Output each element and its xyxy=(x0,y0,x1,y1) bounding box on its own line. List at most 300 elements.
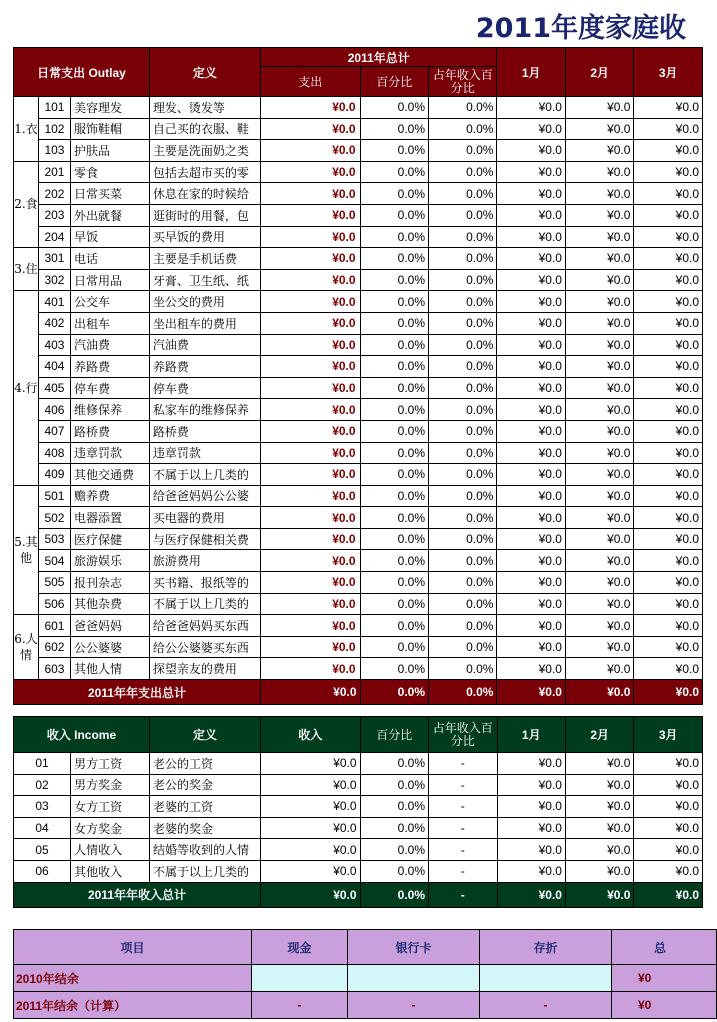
mar-cell[interactable]: ¥0.0 xyxy=(634,593,703,615)
item-code: 409 xyxy=(38,464,70,486)
mar-cell[interactable]: ¥0.0 xyxy=(634,97,703,119)
expense-total-percent: 0.0% xyxy=(360,680,428,705)
item-name[interactable]: 公交车 xyxy=(71,291,150,313)
item-code: 601 xyxy=(38,615,70,637)
table-row xyxy=(14,572,703,594)
pct-income-cell: 0.0% xyxy=(429,636,497,658)
item-definition[interactable]: 逛街时的用餐，包 xyxy=(149,204,260,226)
percent-cell: 0.0% xyxy=(360,97,428,119)
item-definition[interactable]: 汽油费 xyxy=(149,334,260,356)
item-definition[interactable]: 坐公交的费用 xyxy=(149,291,260,313)
mar-cell[interactable]: ¥0.0 xyxy=(634,442,703,464)
item-definition[interactable]: 包括去超市买的零 xyxy=(149,161,260,183)
pct-income-cell: 0.0% xyxy=(429,528,497,550)
item-definition[interactable]: 给公公婆婆买东西 xyxy=(149,636,260,658)
spend-cell: ¥0.0 xyxy=(260,183,360,205)
jan-cell[interactable]: ¥0.0 xyxy=(497,550,565,572)
item-name[interactable]: 旅游娱乐 xyxy=(71,550,150,572)
percent-cell: 0.0% xyxy=(360,399,428,421)
jan-cell[interactable]: ¥0.0 xyxy=(497,636,565,658)
income-cell: ¥0.0 xyxy=(260,753,360,775)
item-name[interactable]: 医疗保健 xyxy=(71,528,150,550)
item-name[interactable]: 其他杂费 xyxy=(71,593,150,615)
jan-cell[interactable]: ¥0.0 xyxy=(497,528,565,550)
jan-cell[interactable]: ¥0.0 xyxy=(497,226,565,248)
jan-cell[interactable]: ¥0.0 xyxy=(497,507,565,529)
percent-cell: 0.0% xyxy=(360,839,428,861)
mar-cell[interactable]: ¥0.0 xyxy=(634,161,703,183)
item-code: 102 xyxy=(38,118,70,140)
percent-cell: 0.0% xyxy=(360,377,428,399)
pct-income-cell: 0.0% xyxy=(429,658,497,680)
table-row xyxy=(14,118,703,140)
feb-cell[interactable]: ¥0.0 xyxy=(565,334,633,356)
feb-cell[interactable]: ¥0.0 xyxy=(565,140,633,162)
pct-income-cell: 0.0% xyxy=(429,97,497,119)
income-total-label: 2011年年收入总计 xyxy=(14,882,261,907)
category-label: 6.人情 xyxy=(14,615,39,680)
balance-cash-input[interactable] xyxy=(252,965,348,992)
item-code: 502 xyxy=(38,507,70,529)
table-row xyxy=(14,356,703,378)
item-definition[interactable]: 停车费 xyxy=(149,377,260,399)
income-header-pct-income: 占年收入百分比 xyxy=(429,717,497,753)
jan-cell[interactable]: ¥0.0 xyxy=(497,312,565,334)
percent-cell: 0.0% xyxy=(360,183,428,205)
item-name[interactable]: 停车费 xyxy=(71,377,150,399)
pct-income-cell: 0.0% xyxy=(429,118,497,140)
income-header-feb: 2月 xyxy=(565,717,633,753)
item-definition[interactable]: 路桥费 xyxy=(149,420,260,442)
item-code: 505 xyxy=(38,572,70,594)
percent-cell: 0.0% xyxy=(360,204,428,226)
expense-header-mar: 3月 xyxy=(634,48,703,97)
balance-deposit-input[interactable] xyxy=(480,965,612,992)
feb-cell[interactable]: ¥0.0 xyxy=(565,356,633,378)
feb-cell[interactable]: ¥0.0 xyxy=(565,312,633,334)
income-cell: ¥0.0 xyxy=(260,839,360,861)
table-row xyxy=(14,464,703,486)
mar-cell[interactable]: ¥0.0 xyxy=(634,550,703,572)
item-definition[interactable]: 违章罚款 xyxy=(149,442,260,464)
percent-cell: 0.0% xyxy=(360,615,428,637)
pct-income-cell: 0.0% xyxy=(429,550,497,572)
feb-cell[interactable]: ¥0.0 xyxy=(565,377,633,399)
spend-cell: ¥0.0 xyxy=(260,485,360,507)
item-name[interactable]: 日常买菜 xyxy=(71,183,150,205)
item-name[interactable]: 报刊杂志 xyxy=(71,572,150,594)
item-code: 503 xyxy=(38,528,70,550)
item-definition[interactable]: 休息在家的时候给 xyxy=(149,183,260,205)
item-code: 06 xyxy=(14,860,71,882)
jan-cell[interactable]: ¥0.0 xyxy=(497,420,565,442)
feb-cell[interactable]: ¥0.0 xyxy=(565,291,633,313)
item-name[interactable]: 美容理发 xyxy=(71,97,150,119)
income-header-definition: 定义 xyxy=(149,717,260,753)
feb-cell[interactable]: ¥0.0 xyxy=(565,226,633,248)
item-code: 407 xyxy=(38,420,70,442)
mar-cell[interactable]: ¥0.0 xyxy=(634,140,703,162)
mar-cell[interactable]: ¥0.0 xyxy=(634,860,703,882)
item-name[interactable]: 男方工资 xyxy=(71,753,150,775)
jan-cell[interactable]: ¥0.0 xyxy=(497,860,565,882)
income-header-income: 收入 xyxy=(260,717,360,753)
percent-cell: 0.0% xyxy=(360,161,428,183)
income-header-percent: 百分比 xyxy=(360,717,428,753)
pct-income-cell: 0.0% xyxy=(429,183,497,205)
item-definition[interactable]: 理发、烫发等 xyxy=(149,97,260,119)
jan-cell[interactable]: ¥0.0 xyxy=(497,291,565,313)
mar-cell[interactable]: ¥0.0 xyxy=(634,248,703,270)
item-name[interactable]: 公公婆婆 xyxy=(71,636,150,658)
expense-header-year-total: 2011年总计 xyxy=(260,48,497,67)
table-row xyxy=(14,593,703,615)
percent-cell: 0.0% xyxy=(360,572,428,594)
balance-section xyxy=(13,929,682,1019)
jan-cell[interactable]: ¥0.0 xyxy=(497,377,565,399)
item-name[interactable]: 人情收入 xyxy=(71,839,150,861)
feb-cell[interactable]: ¥0.0 xyxy=(565,161,633,183)
jan-cell[interactable]: ¥0.0 xyxy=(497,248,565,270)
feb-cell[interactable]: ¥0.0 xyxy=(565,204,633,226)
item-name[interactable]: 其他收入 xyxy=(71,860,150,882)
feb-cell[interactable]: ¥0.0 xyxy=(565,507,633,529)
table-row xyxy=(14,753,703,775)
balance-header-bank-card: 银行卡 xyxy=(348,930,480,965)
item-definition[interactable]: 探望亲友的费用 xyxy=(149,658,260,680)
feb-cell[interactable]: ¥0.0 xyxy=(565,860,633,882)
spend-cell: ¥0.0 xyxy=(260,615,360,637)
income-total-percent: 0.0% xyxy=(360,882,428,907)
table-row xyxy=(14,615,703,637)
feb-cell[interactable]: ¥0.0 xyxy=(565,485,633,507)
balance-total-cell: ¥0 xyxy=(612,965,717,992)
mar-cell[interactable]: ¥0.0 xyxy=(634,572,703,594)
pct-income-cell: 0.0% xyxy=(429,399,497,421)
pct-income-cell: 0.0% xyxy=(429,572,497,594)
mar-cell[interactable]: ¥0.0 xyxy=(634,485,703,507)
spend-cell: ¥0.0 xyxy=(260,420,360,442)
mar-cell[interactable]: ¥0.0 xyxy=(634,796,703,818)
income-total-m3: ¥0.0 xyxy=(634,882,703,907)
jan-cell[interactable]: ¥0.0 xyxy=(497,839,565,861)
jan-cell[interactable]: ¥0.0 xyxy=(497,593,565,615)
percent-cell: 0.0% xyxy=(360,550,428,572)
jan-cell[interactable]: ¥0.0 xyxy=(497,399,565,421)
jan-cell[interactable]: ¥0.0 xyxy=(497,97,565,119)
mar-cell[interactable]: ¥0.0 xyxy=(634,636,703,658)
balance-header-cash: 现金 xyxy=(252,930,348,965)
item-name[interactable]: 护肤品 xyxy=(71,140,150,162)
table-row xyxy=(14,312,703,334)
jan-cell[interactable]: ¥0.0 xyxy=(497,269,565,291)
expense-header-jan: 1月 xyxy=(497,48,565,97)
feb-cell[interactable]: ¥0.0 xyxy=(565,796,633,818)
income-total-m1: ¥0.0 xyxy=(497,882,565,907)
jan-cell[interactable]: ¥0.0 xyxy=(497,161,565,183)
item-name[interactable]: 维修保养 xyxy=(71,399,150,421)
feb-cell[interactable]: ¥0.0 xyxy=(565,774,633,796)
item-name[interactable]: 男方奖金 xyxy=(71,774,150,796)
item-definition[interactable]: 主要是手机话费 xyxy=(149,248,260,270)
jan-cell[interactable]: ¥0.0 xyxy=(497,796,565,818)
item-definition[interactable]: 主要是洗面奶之类 xyxy=(149,140,260,162)
percent-cell: 0.0% xyxy=(360,312,428,334)
feb-cell[interactable]: ¥0.0 xyxy=(565,593,633,615)
item-code: 406 xyxy=(38,399,70,421)
item-definition[interactable]: 老公的奖金 xyxy=(149,774,260,796)
item-name[interactable]: 零食 xyxy=(71,161,150,183)
mar-cell[interactable]: ¥0.0 xyxy=(634,464,703,486)
percent-cell: 0.0% xyxy=(360,528,428,550)
item-name[interactable]: 女方工资 xyxy=(71,796,150,818)
pct-income-cell: - xyxy=(429,839,497,861)
item-name[interactable]: 出租车 xyxy=(71,312,150,334)
mar-cell[interactable]: ¥0.0 xyxy=(634,226,703,248)
item-code: 402 xyxy=(38,312,70,334)
income-header-mar: 3月 xyxy=(634,717,703,753)
feb-cell[interactable]: ¥0.0 xyxy=(565,528,633,550)
income-total-row xyxy=(14,882,703,907)
feb-cell[interactable]: ¥0.0 xyxy=(565,442,633,464)
expense-section xyxy=(13,47,699,705)
mar-cell[interactable]: ¥0.0 xyxy=(634,291,703,313)
mar-cell[interactable]: ¥0.0 xyxy=(634,269,703,291)
feb-cell[interactable]: ¥0.0 xyxy=(565,399,633,421)
balance-total-cell: ¥0 xyxy=(612,992,717,1019)
mar-cell[interactable]: ¥0.0 xyxy=(634,753,703,775)
item-definition[interactable]: 结婚等收到的人情 xyxy=(149,839,260,861)
percent-cell: 0.0% xyxy=(360,658,428,680)
item-code: 408 xyxy=(38,442,70,464)
table-row xyxy=(14,658,703,680)
spend-cell: ¥0.0 xyxy=(260,550,360,572)
item-name[interactable]: 违章罚款 xyxy=(71,442,150,464)
table-row xyxy=(14,248,703,270)
item-code: 103 xyxy=(38,140,70,162)
table-row xyxy=(14,161,703,183)
jan-cell[interactable]: ¥0.0 xyxy=(497,817,565,839)
item-name[interactable]: 养路费 xyxy=(71,356,150,378)
item-definition[interactable]: 老婆的奖金 xyxy=(149,817,260,839)
item-code: 504 xyxy=(38,550,70,572)
feb-cell[interactable]: ¥0.0 xyxy=(565,97,633,119)
category-label: 2.食 xyxy=(14,161,39,247)
spend-cell: ¥0.0 xyxy=(260,140,360,162)
income-table xyxy=(13,716,703,908)
item-name[interactable]: 电器添置 xyxy=(71,507,150,529)
feb-cell[interactable]: ¥0.0 xyxy=(565,572,633,594)
item-code: 506 xyxy=(38,593,70,615)
jan-cell[interactable]: ¥0.0 xyxy=(497,183,565,205)
expense-table xyxy=(13,47,703,705)
item-code: 203 xyxy=(38,204,70,226)
jan-cell[interactable]: ¥0.0 xyxy=(497,442,565,464)
item-definition[interactable]: 给爸爸妈妈买东西 xyxy=(149,615,260,637)
item-code: 04 xyxy=(14,817,71,839)
pct-income-cell: - xyxy=(429,753,497,775)
item-definition[interactable]: 老婆的工资 xyxy=(149,796,260,818)
item-code: 602 xyxy=(38,636,70,658)
item-name[interactable]: 日常用品 xyxy=(71,269,150,291)
item-definition[interactable]: 不属于以上几类的 xyxy=(149,593,260,615)
item-name[interactable]: 早饭 xyxy=(71,226,150,248)
item-definition[interactable]: 与医疗保健相关费 xyxy=(149,528,260,550)
jan-cell[interactable]: ¥0.0 xyxy=(497,140,565,162)
pct-income-cell: 0.0% xyxy=(429,291,497,313)
item-name[interactable]: 爸爸妈妈 xyxy=(71,615,150,637)
balance-bank-card-input[interactable] xyxy=(348,965,480,992)
mar-cell[interactable]: ¥0.0 xyxy=(634,528,703,550)
mar-cell[interactable]: ¥0.0 xyxy=(634,507,703,529)
item-definition[interactable]: 坐出租车的费用 xyxy=(149,312,260,334)
pct-income-cell: 0.0% xyxy=(429,485,497,507)
feb-cell[interactable]: ¥0.0 xyxy=(565,248,633,270)
feb-cell[interactable]: ¥0.0 xyxy=(565,183,633,205)
jan-cell[interactable]: ¥0.0 xyxy=(497,485,565,507)
feb-cell[interactable]: ¥0.0 xyxy=(565,636,633,658)
feb-cell[interactable]: ¥0.0 xyxy=(565,839,633,861)
feb-cell[interactable]: ¥0.0 xyxy=(565,464,633,486)
item-name[interactable]: 服饰鞋帽 xyxy=(71,118,150,140)
mar-cell[interactable]: ¥0.0 xyxy=(634,204,703,226)
sheet-title xyxy=(0,6,686,44)
mar-cell[interactable]: ¥0.0 xyxy=(634,420,703,442)
item-definition[interactable]: 不属于以上几类的 xyxy=(149,860,260,882)
mar-cell[interactable]: ¥0.0 xyxy=(634,118,703,140)
table-row xyxy=(14,860,703,882)
balance-bank-card-cell: - xyxy=(348,992,480,1019)
jan-cell[interactable]: ¥0.0 xyxy=(497,464,565,486)
percent-cell: 0.0% xyxy=(360,507,428,529)
income-header-jan: 1月 xyxy=(497,717,565,753)
jan-cell[interactable]: ¥0.0 xyxy=(497,204,565,226)
mar-cell[interactable]: ¥0.0 xyxy=(634,183,703,205)
table-row xyxy=(14,399,703,421)
mar-cell[interactable]: ¥0.0 xyxy=(634,334,703,356)
percent-cell: 0.0% xyxy=(360,636,428,658)
feb-cell[interactable]: ¥0.0 xyxy=(565,658,633,680)
item-name[interactable]: 赡养费 xyxy=(71,485,150,507)
percent-cell: 0.0% xyxy=(360,817,428,839)
jan-cell[interactable]: ¥0.0 xyxy=(497,753,565,775)
balance-header-item: 项目 xyxy=(14,930,252,965)
item-name[interactable]: 外出就餐 xyxy=(71,204,150,226)
item-definition[interactable]: 买电器的费用 xyxy=(149,507,260,529)
spend-cell: ¥0.0 xyxy=(260,636,360,658)
item-name[interactable]: 女方奖金 xyxy=(71,817,150,839)
item-definition[interactable]: 给爸爸妈妈公公婆 xyxy=(149,485,260,507)
item-name[interactable]: 其他交通费 xyxy=(71,464,150,486)
income-total-pct-income: - xyxy=(429,882,497,907)
percent-cell: 0.0% xyxy=(360,796,428,818)
feb-cell[interactable]: ¥0.0 xyxy=(565,269,633,291)
spend-cell: ¥0.0 xyxy=(260,507,360,529)
table-row xyxy=(14,507,703,529)
pct-income-cell: 0.0% xyxy=(429,334,497,356)
pct-income-cell: 0.0% xyxy=(429,377,497,399)
mar-cell[interactable]: ¥0.0 xyxy=(634,615,703,637)
item-definition[interactable]: 买早饭的费用 xyxy=(149,226,260,248)
jan-cell[interactable]: ¥0.0 xyxy=(497,774,565,796)
pct-income-cell: 0.0% xyxy=(429,507,497,529)
mar-cell[interactable]: ¥0.0 xyxy=(634,774,703,796)
item-name[interactable]: 其他人情 xyxy=(71,658,150,680)
mar-cell[interactable]: ¥0.0 xyxy=(634,399,703,421)
table-row xyxy=(14,796,703,818)
pct-income-cell: 0.0% xyxy=(429,312,497,334)
mar-cell[interactable]: ¥0.0 xyxy=(634,658,703,680)
pct-income-cell: - xyxy=(429,860,497,882)
item-code: 05 xyxy=(14,839,71,861)
percent-cell: 0.0% xyxy=(360,753,428,775)
pct-income-cell: 0.0% xyxy=(429,204,497,226)
item-definition[interactable]: 养路费 xyxy=(149,356,260,378)
income-total-income: ¥0.0 xyxy=(260,882,360,907)
balance-row-label: 2010年结余 xyxy=(14,965,252,992)
feb-cell[interactable]: ¥0.0 xyxy=(565,420,633,442)
jan-cell[interactable]: ¥0.0 xyxy=(497,572,565,594)
pct-income-cell: - xyxy=(429,774,497,796)
item-definition[interactable]: 私家车的维修保养 xyxy=(149,399,260,421)
pct-income-cell: 0.0% xyxy=(429,356,497,378)
expense-header-feb: 2月 xyxy=(565,48,633,97)
item-definition[interactable]: 自己买的衣服、鞋 xyxy=(149,118,260,140)
percent-cell: 0.0% xyxy=(360,118,428,140)
item-name[interactable]: 电话 xyxy=(71,248,150,270)
item-code: 204 xyxy=(38,226,70,248)
jan-cell[interactable]: ¥0.0 xyxy=(497,356,565,378)
item-definition[interactable]: 不属于以上几类的 xyxy=(149,464,260,486)
item-name[interactable]: 汽油费 xyxy=(71,334,150,356)
spend-cell: ¥0.0 xyxy=(260,464,360,486)
mar-cell[interactable]: ¥0.0 xyxy=(634,312,703,334)
feb-cell[interactable]: ¥0.0 xyxy=(565,817,633,839)
table-row xyxy=(14,291,703,313)
mar-cell[interactable]: ¥0.0 xyxy=(634,817,703,839)
expense-total-m1: ¥0.0 xyxy=(497,680,565,705)
expense-header-spend: 支出 xyxy=(260,67,360,97)
table-row xyxy=(14,140,703,162)
feb-cell[interactable]: ¥0.0 xyxy=(565,753,633,775)
feb-cell[interactable]: ¥0.0 xyxy=(565,615,633,637)
item-definition[interactable]: 牙膏、卫生纸、纸 xyxy=(149,269,260,291)
jan-cell[interactable]: ¥0.0 xyxy=(497,118,565,140)
item-definition[interactable]: 老公的工资 xyxy=(149,753,260,775)
jan-cell[interactable]: ¥0.0 xyxy=(497,658,565,680)
item-definition[interactable]: 旅游费用 xyxy=(149,550,260,572)
item-definition[interactable]: 买书籍、报纸等的 xyxy=(149,572,260,594)
jan-cell[interactable]: ¥0.0 xyxy=(497,334,565,356)
jan-cell[interactable]: ¥0.0 xyxy=(497,615,565,637)
spend-cell: ¥0.0 xyxy=(260,442,360,464)
item-code: 501 xyxy=(38,485,70,507)
feb-cell[interactable]: ¥0.0 xyxy=(565,118,633,140)
item-name[interactable]: 路桥费 xyxy=(71,420,150,442)
category-label: 5.其他 xyxy=(14,485,39,615)
mar-cell[interactable]: ¥0.0 xyxy=(634,839,703,861)
item-code: 302 xyxy=(38,269,70,291)
expense-total-m3: ¥0.0 xyxy=(634,680,703,705)
spend-cell: ¥0.0 xyxy=(260,161,360,183)
mar-cell[interactable]: ¥0.0 xyxy=(634,377,703,399)
category-label: 1.衣 xyxy=(14,97,39,162)
spend-cell: ¥0.0 xyxy=(260,118,360,140)
expense-header-category: 日常支出 Outlay xyxy=(14,48,150,97)
expense-header-pct-income: 占年收入百分比 xyxy=(429,67,497,97)
feb-cell[interactable]: ¥0.0 xyxy=(565,550,633,572)
mar-cell[interactable]: ¥0.0 xyxy=(634,356,703,378)
